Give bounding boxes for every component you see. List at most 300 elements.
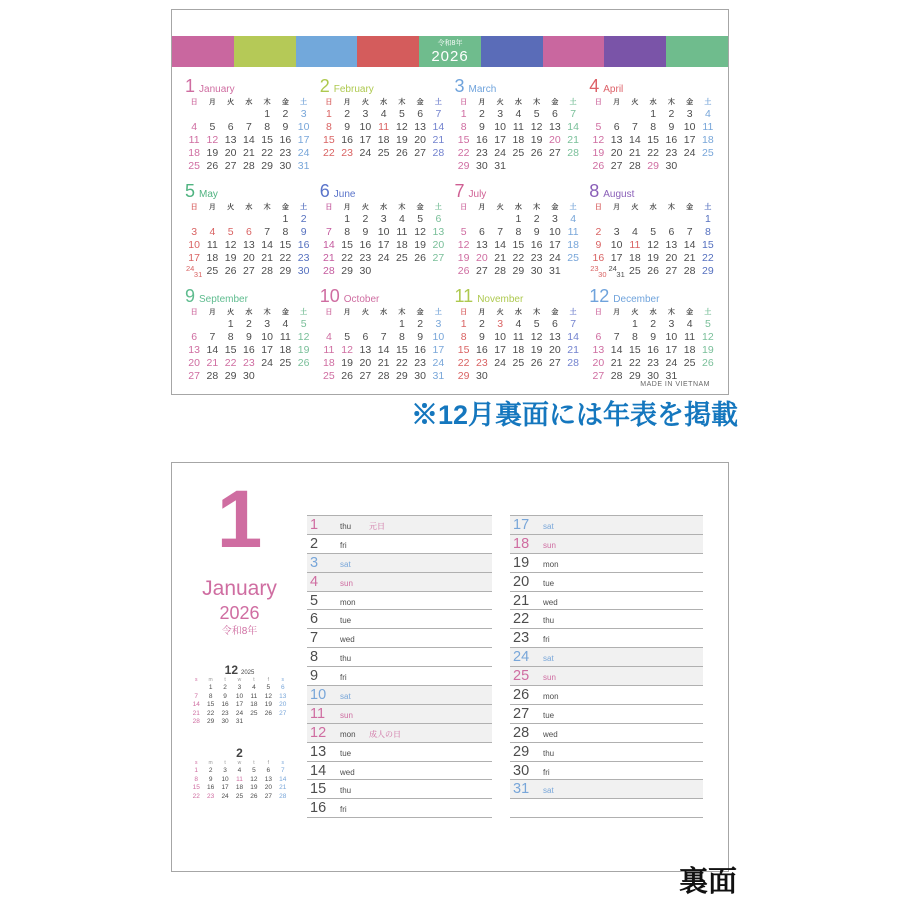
mini-day-cell: 13 — [279, 692, 287, 700]
day-cell: 23 — [665, 147, 678, 159]
day-cell: 9 — [533, 226, 540, 238]
day-cell: 1 — [282, 213, 289, 225]
day-cell: 2 — [650, 318, 657, 330]
day-cell: 4 — [631, 226, 638, 238]
stripe-block — [666, 36, 728, 67]
day-cell: 3 — [300, 108, 307, 120]
day-cell: 22 — [279, 252, 292, 264]
date-row — [510, 629, 703, 648]
day-cell: 18 — [279, 344, 292, 356]
day-cell: 28 — [323, 265, 335, 277]
day-cell: 1 — [227, 318, 234, 330]
day-cell: 31 — [432, 370, 445, 382]
weekday-header: 金 — [686, 204, 694, 211]
day-cell: 14 — [261, 239, 273, 251]
day-cell: 28 — [206, 370, 219, 382]
row-weekday: thu — [340, 654, 352, 664]
day-cell: 22 — [457, 357, 470, 369]
date-row — [307, 592, 492, 611]
weekday-header: 日 — [190, 204, 198, 211]
mini-day-cell: 29 — [207, 718, 215, 725]
day-cell: 27 — [243, 265, 255, 277]
day-cell: 8 — [704, 226, 711, 238]
mini-day-cell: 8 — [194, 775, 199, 783]
row-day-number: 7 — [310, 630, 319, 647]
day-cell: 19 — [457, 252, 470, 264]
day-cell: 28 — [567, 357, 579, 369]
day-cell: 29 — [647, 160, 659, 172]
day-cell: 28 — [377, 370, 390, 382]
day-cell: 26 — [414, 252, 426, 264]
day-cell: 6 — [362, 331, 369, 343]
stripe-block — [419, 36, 481, 67]
mini-day-cell: 5 — [266, 684, 271, 691]
day-cell: 15 — [647, 134, 659, 146]
day-cell: 2 — [282, 108, 289, 120]
month-day-grid — [589, 202, 717, 278]
weekday-header: 木 — [667, 309, 675, 316]
day-cell: 13 — [549, 121, 561, 133]
date-row — [307, 648, 492, 667]
day-cell: 4 — [380, 108, 387, 120]
day-cell: 7 — [380, 331, 387, 343]
day-cell: 12 — [592, 134, 605, 146]
row-weekday: fri — [340, 805, 347, 815]
day-cell: 17 — [359, 134, 372, 146]
weekday-header: 火 — [496, 204, 504, 211]
day-cell: 8 — [282, 226, 289, 238]
day-cell: 17 — [494, 344, 506, 356]
day-cell: 10 — [432, 331, 445, 343]
day-cell — [509, 160, 527, 173]
day-cell: 9 — [344, 121, 351, 133]
weekday-header: 月 — [613, 99, 621, 106]
day-cell: 22 — [261, 147, 273, 159]
day-cell: 2 — [478, 108, 485, 120]
mini-day-cell: 8 — [208, 692, 213, 700]
day-cell: 8 — [264, 121, 271, 133]
day-cell — [589, 213, 607, 226]
month-name: March — [468, 84, 497, 95]
day-cell: 22 — [647, 147, 659, 159]
day-cell: 9 — [282, 121, 289, 133]
day-cell: 14 — [610, 344, 623, 356]
day-cell: 15 — [261, 134, 273, 146]
day-cell: 13 — [224, 134, 237, 146]
day-cell: 5 — [460, 226, 467, 238]
day-cell: 23 — [297, 252, 310, 264]
day-cell: 12 — [530, 331, 543, 343]
day-cell: 4 — [515, 108, 522, 120]
day-cell: 5 — [533, 318, 540, 330]
stripe-year: 2026 — [431, 48, 469, 65]
day-cell: 9 — [478, 121, 485, 133]
day-cell: 28 — [610, 370, 623, 382]
day-cell: 1 — [398, 318, 405, 330]
day-cell: 1 — [704, 213, 711, 225]
month-name: January — [199, 84, 235, 95]
day-cell: 3 — [668, 318, 675, 330]
day-cell: 22 — [341, 252, 353, 264]
day-cell: 27 — [224, 160, 237, 172]
day-cell — [276, 370, 294, 383]
day-cell: 6 — [417, 108, 424, 120]
mini-calendar-title: 2 — [236, 746, 243, 760]
month-december — [589, 286, 717, 391]
day-cell: 11 — [512, 121, 524, 133]
row-weekday: thu — [543, 616, 555, 626]
day-cell: 28 — [567, 147, 579, 159]
day-cell — [203, 108, 221, 121]
weekday-header: 月 — [208, 309, 216, 316]
day-cell: 13 — [243, 239, 255, 251]
date-row — [307, 762, 492, 781]
mini-day-grid — [189, 677, 290, 727]
weekday-header: 木 — [398, 204, 406, 211]
month-title — [320, 286, 448, 306]
month-name: June — [333, 189, 356, 200]
row-day-number: 14 — [310, 762, 327, 779]
date-row — [510, 762, 703, 781]
row-weekday: sat — [543, 654, 554, 664]
mini-day-cell: 1 — [194, 767, 199, 774]
day-cell: 21 — [494, 252, 506, 264]
day-cell: 10 — [610, 239, 623, 251]
row-day-number: 15 — [310, 781, 327, 798]
weekday-header: 月 — [208, 99, 216, 106]
day-cell: 26 — [457, 265, 470, 277]
day-cell: 1 — [344, 213, 351, 225]
mini-calendar-prev-month — [189, 663, 290, 727]
day-cell: 29 — [457, 370, 470, 382]
date-row — [307, 686, 492, 705]
date-row — [510, 667, 703, 686]
row-day-number: 5 — [310, 592, 319, 609]
day-cell: 12 — [341, 344, 353, 356]
day-cell: 30 — [243, 370, 255, 382]
day-cell: 17 — [377, 239, 390, 251]
stripe-block — [604, 36, 666, 67]
month-october — [320, 286, 448, 391]
day-cell — [509, 370, 527, 383]
day-cell: 14 — [683, 239, 696, 251]
day-cell: 31 — [549, 265, 561, 277]
day-cell: 28 — [683, 265, 696, 277]
date-row — [307, 554, 492, 573]
day-cell: 25 — [396, 252, 408, 264]
day-cell — [203, 318, 221, 331]
day-cell: 17 — [494, 134, 506, 146]
day-cell: 13 — [549, 331, 561, 343]
day-cell: 10 — [377, 226, 390, 238]
day-cell: 1 — [460, 318, 467, 330]
day-cell: 4 — [209, 226, 216, 238]
day-cell: 29 — [224, 370, 237, 382]
date-row — [510, 705, 703, 724]
day-cell — [185, 108, 203, 121]
month-march — [455, 76, 583, 181]
row-weekday: sun — [340, 710, 353, 720]
mini-day-cell: 9 — [223, 692, 227, 700]
day-cell: 12 — [647, 239, 659, 251]
weekday-header: 金 — [281, 204, 289, 211]
month-number: 3 — [454, 76, 465, 96]
weekday-header: 土 — [434, 99, 442, 106]
mini-day-cell: 30 — [221, 718, 229, 725]
day-cell: 6 — [435, 213, 442, 225]
weekday-header: 火 — [361, 204, 369, 211]
stripe-block — [234, 36, 296, 67]
day-cell: 25 — [512, 147, 525, 159]
weekday-header: 日 — [325, 204, 333, 211]
day-cell: 9 — [650, 331, 657, 343]
mini-day-cell — [261, 718, 275, 727]
row-weekday: sat — [340, 559, 351, 569]
day-cell — [644, 213, 662, 226]
day-cell: 2 — [362, 213, 369, 225]
day-cell: 3 — [264, 318, 271, 330]
row-weekday: fri — [543, 635, 550, 645]
day-cell: 2 — [344, 108, 351, 120]
month-name: October — [343, 294, 380, 305]
day-cell: 13 — [359, 344, 372, 356]
mini-weekday-header: s — [281, 677, 285, 683]
back-side-label: 裏面 — [678, 866, 737, 898]
row-day-number: 11 — [310, 705, 326, 722]
date-row — [307, 516, 492, 535]
row-day-number: 4 — [310, 573, 319, 590]
day-cell: 19 — [224, 252, 237, 264]
stripe-block — [543, 36, 605, 67]
day-cell: 19 — [341, 357, 353, 369]
day-cell: 21 — [243, 147, 255, 159]
day-cell: 5 — [209, 121, 216, 133]
mini-day-cell: 23 — [207, 792, 215, 800]
day-cell: 24 31 — [608, 264, 625, 279]
row-day-number: 20 — [513, 573, 530, 590]
day-cell: 4 — [325, 331, 332, 343]
day-cell: 16 — [279, 134, 292, 146]
day-cell: 19 — [396, 134, 408, 146]
day-cell — [222, 213, 240, 226]
day-cell: 3 — [551, 213, 558, 225]
mini-weekday-header: t — [224, 677, 226, 683]
row-day-number: 3 — [310, 554, 319, 571]
day-cell: 24 — [494, 357, 506, 369]
month-july — [455, 181, 583, 286]
month-number: 6 — [319, 181, 330, 201]
mini-day-cell: 25 — [235, 792, 244, 800]
day-cell: 7 — [631, 121, 638, 133]
weekday-header: 土 — [704, 204, 712, 211]
day-cell — [528, 160, 546, 173]
day-cell: 11 — [396, 226, 408, 238]
day-cell: 7 — [264, 226, 271, 238]
day-cell: 10 — [665, 331, 678, 343]
row-day-number: 28 — [513, 724, 530, 741]
day-cell: 14 — [629, 134, 641, 146]
day-cell — [589, 108, 607, 121]
weekday-header: 木 — [263, 309, 271, 316]
day-cell: 6 — [668, 226, 675, 238]
month-number: 1 — [185, 76, 196, 96]
month-day-grid — [589, 307, 717, 383]
day-cell: 28 — [432, 147, 445, 159]
day-cell: 5 — [595, 121, 602, 133]
day-cell: 25 — [188, 160, 200, 172]
month-number: 11 — [454, 286, 474, 306]
mini-weekday-header: s — [194, 677, 198, 683]
day-cell: 8 — [650, 121, 657, 133]
day-cell: 30 — [476, 370, 488, 382]
row-holiday-label: 元日 — [369, 522, 385, 531]
day-cell: 3 — [191, 226, 198, 238]
mini-day-cell: 15 — [207, 701, 215, 708]
row-weekday: thu — [543, 748, 555, 758]
day-cell — [240, 213, 258, 226]
row-day-number: 27 — [513, 705, 530, 722]
weekday-header: 金 — [416, 99, 424, 106]
day-cell: 11 — [512, 331, 524, 343]
day-cell: 29 — [702, 265, 714, 277]
day-cell: 24 — [683, 147, 696, 159]
day-cell: 24 — [665, 357, 678, 369]
day-cell: 27 — [665, 265, 678, 277]
month-number: 10 — [319, 286, 340, 306]
day-cell: 15 — [512, 239, 525, 251]
weekday-header: 金 — [281, 309, 289, 316]
mini-day-cell: 4 — [252, 684, 256, 691]
day-cell: 18 — [702, 134, 714, 146]
day-cell: 7 — [570, 318, 577, 330]
month-number: 9 — [185, 286, 196, 306]
day-cell — [375, 265, 393, 278]
weekday-header: 水 — [514, 204, 522, 211]
weekday-header: 木 — [667, 99, 675, 106]
day-cell: 17 — [261, 344, 273, 356]
day-cell: 29 — [341, 265, 353, 277]
day-cell: 1 — [264, 108, 271, 120]
day-cell: 19 — [297, 344, 310, 356]
weekday-header: 月 — [613, 204, 621, 211]
row-weekday: mon — [543, 559, 559, 569]
mini-day-cell: 22 — [192, 792, 200, 800]
day-cell: 4 — [191, 121, 198, 133]
day-cell: 24 — [432, 357, 445, 369]
day-cell: 29 — [261, 160, 273, 172]
weekday-header: 日 — [460, 204, 468, 211]
day-cell: 15 — [224, 344, 237, 356]
mini-day-cell: 22 — [207, 709, 215, 717]
day-cell: 7 — [570, 108, 577, 120]
day-cell: 24 31 — [186, 264, 203, 279]
row-day-number: 2 — [310, 535, 319, 552]
mini-day-cell: 15 — [192, 784, 200, 791]
note-caption: ※12月裏面には年表を掲載 — [410, 400, 738, 430]
month-january — [185, 76, 313, 181]
day-cell — [375, 318, 393, 331]
weekday-header: 土 — [704, 99, 712, 106]
day-cell: 11 — [188, 134, 200, 146]
day-cell — [338, 318, 356, 331]
day-cell: 28 — [629, 160, 641, 172]
day-cell: 16 — [592, 252, 605, 264]
month-name: February — [333, 84, 374, 95]
mini-day-cell: 2 — [223, 684, 227, 691]
date-row — [307, 610, 492, 629]
weekday-header: 日 — [460, 309, 468, 316]
mini-day-cell — [189, 684, 203, 693]
mini-day-cell: 25 — [250, 709, 258, 717]
month-day-grid — [185, 97, 313, 173]
mini-weekday-header: f — [267, 760, 270, 766]
day-cell: 24 — [377, 252, 390, 264]
day-cell — [662, 213, 680, 226]
day-cell: 27 — [188, 370, 200, 382]
day-cell: 4 — [398, 213, 405, 225]
month-name: September — [199, 294, 248, 305]
mini-day-cell: 11 — [236, 775, 243, 783]
mini-day-cell: 14 — [192, 701, 200, 708]
day-cell: 4 — [704, 108, 711, 120]
day-cell: 16 — [530, 239, 543, 251]
month-title — [185, 286, 313, 306]
day-cell: 11 — [629, 239, 641, 251]
date-row — [510, 648, 703, 667]
date-row — [510, 780, 703, 799]
month-number: 2 — [319, 76, 330, 96]
month-number: 7 — [454, 181, 465, 201]
day-cell: 9 — [362, 226, 369, 238]
day-cell: 22 — [512, 252, 525, 264]
day-cell: 3 — [380, 213, 387, 225]
day-cell: 1 — [650, 108, 657, 120]
day-cell: 27 — [610, 160, 623, 172]
day-cell: 24 — [549, 252, 561, 264]
month-day-grid — [320, 202, 448, 278]
day-cell: 16 — [476, 134, 488, 146]
stripe-block — [357, 36, 419, 67]
day-cell: 15 — [629, 344, 641, 356]
stripe-block — [481, 36, 543, 67]
day-cell: 3 — [435, 318, 442, 330]
day-cell: 25 — [567, 252, 579, 264]
day-cell: 17 — [297, 134, 310, 146]
day-cell — [589, 318, 607, 331]
weekday-header: 日 — [190, 99, 198, 106]
day-cell: 20 — [359, 357, 372, 369]
month-name: July — [468, 189, 487, 200]
day-cell: 12 — [702, 331, 714, 343]
weekday-header: 月 — [478, 99, 486, 106]
day-cell: 6 — [245, 226, 252, 238]
weekday-header: 土 — [300, 204, 308, 211]
day-cell: 17 — [665, 344, 678, 356]
month-september — [185, 286, 313, 391]
date-row — [510, 554, 703, 573]
date-row — [510, 724, 703, 743]
day-cell: 17 — [432, 344, 445, 356]
day-cell: 20 — [549, 134, 561, 146]
day-cell — [681, 213, 699, 226]
day-cell: 3 — [686, 108, 693, 120]
day-cell: 16 — [476, 344, 488, 356]
row-weekday: thu — [340, 786, 352, 796]
day-cell: 7 — [497, 226, 504, 238]
day-cell: 3 — [497, 318, 504, 330]
day-cell: 5 — [533, 108, 540, 120]
day-cell: 25 — [512, 357, 525, 369]
